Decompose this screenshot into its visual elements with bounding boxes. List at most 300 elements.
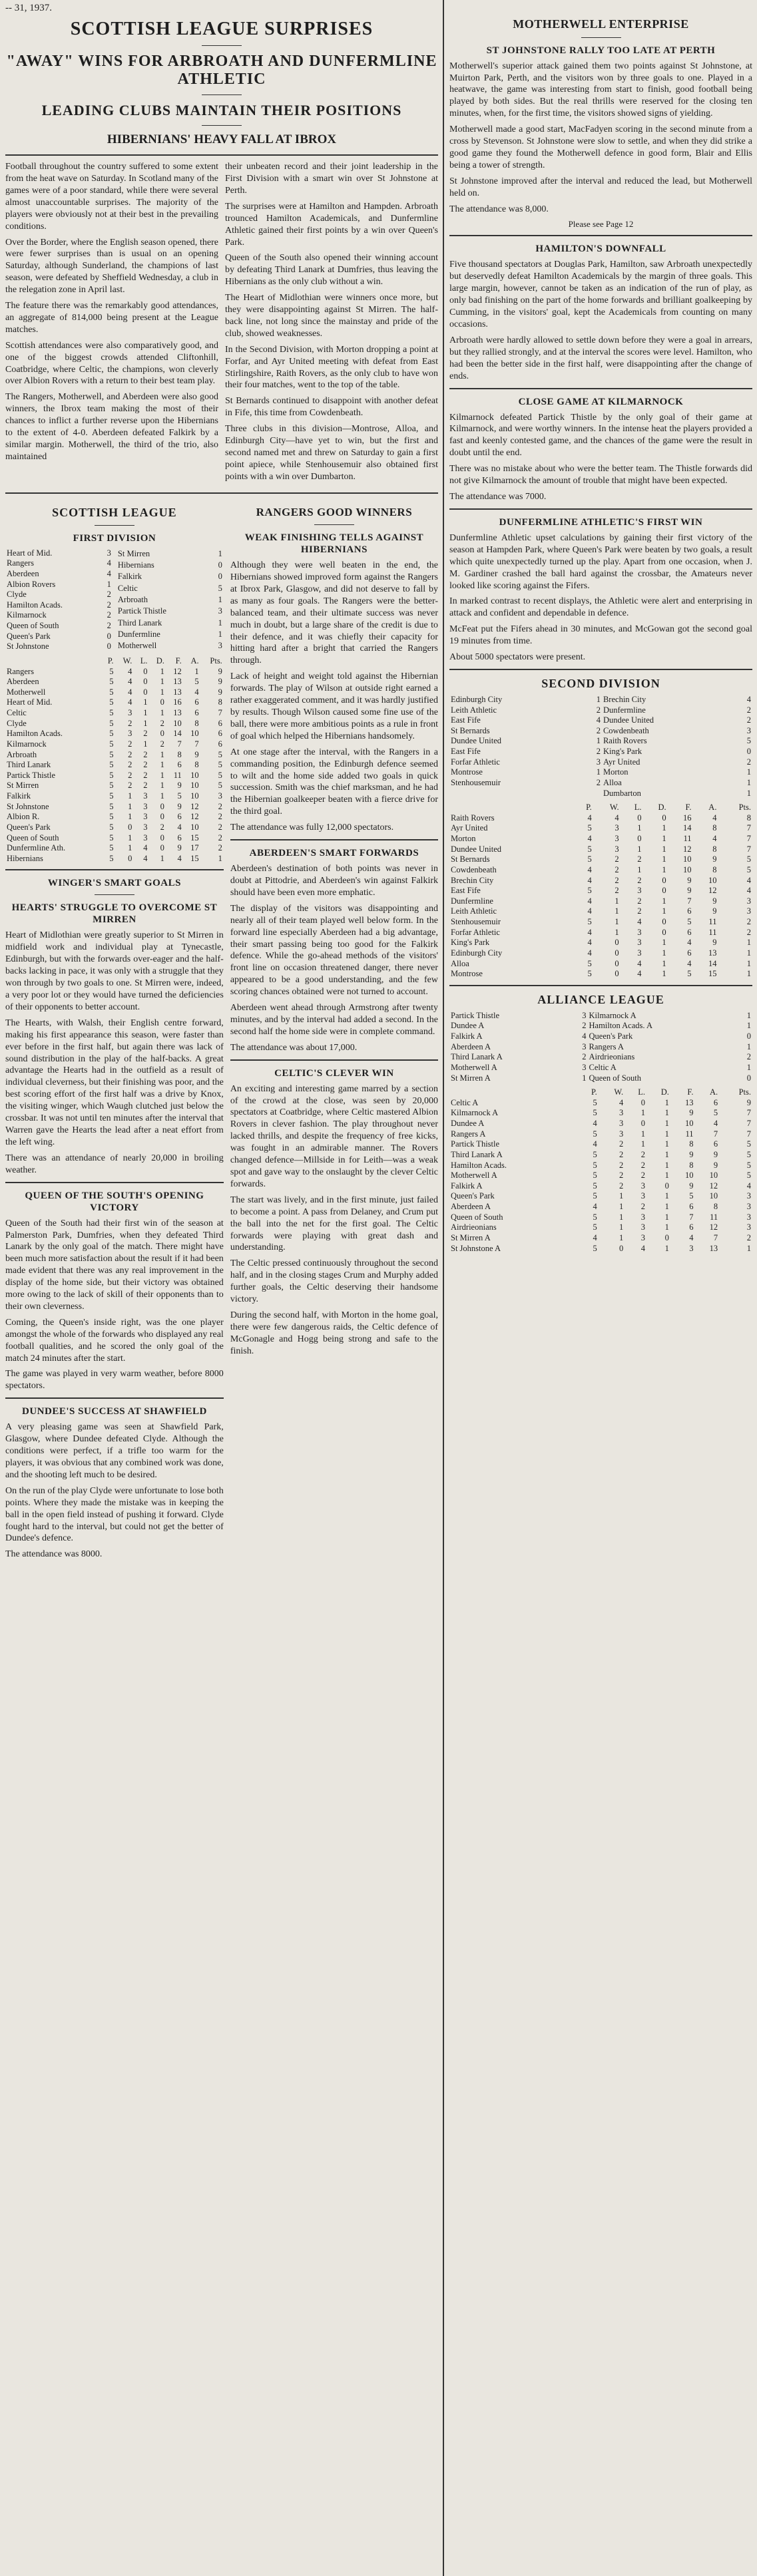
- table-cell: 3: [218, 606, 222, 616]
- table-cell: 0: [160, 812, 164, 822]
- table-cell: Leith Athletic: [451, 705, 497, 715]
- table-cell: 13: [173, 677, 182, 687]
- table-cell: 11: [683, 834, 692, 844]
- divider: [5, 492, 438, 494]
- table-cell: 2: [637, 906, 642, 916]
- table-cell: 7: [746, 1119, 751, 1129]
- table-cell: 9: [218, 687, 222, 697]
- table-cell: 1: [664, 1171, 669, 1181]
- table-cell: 3: [218, 791, 222, 801]
- table-header-row: [5, 656, 224, 667]
- table-row: [117, 583, 224, 594]
- table-cell: 3: [746, 906, 751, 916]
- table-cell: 16: [683, 813, 692, 823]
- table-cell: 3: [619, 1108, 624, 1118]
- table-cell: Dundee United: [603, 715, 654, 725]
- table-cell: 2: [746, 715, 751, 725]
- table-cell: Montrose: [451, 969, 483, 979]
- results-away: [117, 548, 224, 652]
- table-cell: Arbroath: [7, 749, 37, 759]
- table-cell: 0: [662, 927, 666, 937]
- divider: [5, 1182, 224, 1183]
- table-cell: 4: [107, 568, 111, 578]
- table-row: [449, 695, 752, 705]
- table-cell: 12: [709, 1181, 718, 1191]
- table-cell: 1: [746, 777, 751, 787]
- table-cell: 0: [664, 1181, 669, 1191]
- table-cell: Cowdenbeath: [603, 725, 649, 735]
- table-cell: 9: [712, 906, 717, 916]
- table-cell: 0: [160, 832, 164, 842]
- table-cell: 5: [109, 677, 114, 687]
- table-cell: Dundee A: [451, 1021, 485, 1031]
- table-cell: Alloa: [603, 777, 622, 787]
- table-cell: 1: [746, 938, 751, 948]
- table-cell: 6: [194, 697, 199, 707]
- table-cell: 1: [664, 1129, 669, 1139]
- table-cell: 1: [619, 1191, 624, 1201]
- table-cell: 2: [619, 1171, 624, 1181]
- table-cell: Aberdeen: [7, 677, 39, 687]
- table-cell: 3: [218, 641, 222, 651]
- table-cell: 2: [218, 812, 222, 822]
- table-cell: 0: [160, 729, 164, 739]
- table-row: [449, 789, 752, 799]
- table-cell: 4: [712, 813, 717, 823]
- table-row: [449, 969, 752, 980]
- paragraph: The start was lively, and in the first minute, just failed to become a point. A pass from Delaney, and Crum put the ball into the net for the first goal. The Celtic forwards were playing with great dash and understanding.: [230, 1195, 438, 1253]
- table-row: [117, 629, 224, 640]
- table-cell: 1: [218, 595, 222, 605]
- paragraph: The Heart of Midlothian were winners once more, but they were disappointing against St Mirren. The half-back line, not long since the mainstay and pride of the club, showed weaknesses.: [225, 293, 438, 339]
- divider: [202, 125, 242, 126]
- table-row: [5, 667, 224, 677]
- paragraph: Kilmarnock defeated Partick Thistle by the only goal of their game at Kilmarnock, and were worthy winners. In the intense heat the players provided a fast and keenly contested game, and the chances of the game were the result in doubt until the end.: [449, 412, 752, 459]
- table-cell: 1: [160, 687, 164, 697]
- table-cell: 0: [128, 853, 132, 863]
- table-cell: 0: [160, 697, 164, 707]
- table-cell: 1: [160, 708, 164, 718]
- table-cell: Queen of South: [7, 832, 59, 842]
- paragraph: During the second half, with Morton in the home goal, there were few dangerous raids, the Celtic defence of McGonagle and Hogg being strong and safe to the finish.: [230, 1310, 438, 1356]
- second-division-table: [449, 803, 752, 980]
- table-cell: D.: [156, 655, 164, 665]
- table-cell: 3: [637, 927, 642, 937]
- table-cell: W.: [614, 1087, 624, 1097]
- table-cell: Third Lanark A: [451, 1052, 503, 1062]
- divider: [5, 869, 224, 870]
- table-cell: [585, 789, 602, 799]
- paragraph: The attendance was about 17,000.: [230, 1042, 358, 1053]
- table-cell: 7: [194, 739, 199, 749]
- table-cell: Dunfermline: [451, 896, 493, 906]
- table-cell: 4: [593, 1139, 597, 1149]
- paragraph: Motherwell made a good start, MacFadyen scoring in the second minute from a cross by Stevenson. St Johnstone were slow to settle, and when they did strike a good game they found the Motherwell defence in good form, Blair and Ellis being a tower of strength.: [449, 124, 752, 170]
- table-cell: 13: [709, 1243, 718, 1253]
- table-cell: Dumbarton: [603, 788, 641, 798]
- table-cell: Kilmarnock: [7, 610, 47, 620]
- table-cell: 2: [619, 1139, 624, 1149]
- table-cell: 3: [619, 1129, 624, 1139]
- wingers-heading: WINGER'S SMART GOALS: [47, 878, 181, 889]
- paragraph: Although they were well beaten in the end, the Hibernians showed improved form against the Rangers at Ibrox Park, Glasgow, and did not deserve to fall by as many as four goals. The Rangers were the better-balanced team, and their ultimate success was never much in doubt, but a large share of the credit is due to their defence, and it was chiefly their capacity for hitting hard after a bright that carried the Rangers through.: [230, 560, 438, 666]
- table-cell: 0: [664, 1232, 669, 1242]
- table-cell: King's Park: [451, 938, 490, 948]
- table-cell: Clyde: [7, 590, 27, 600]
- table-cell: 5: [593, 1160, 597, 1170]
- table-cell: Partick Thistle: [117, 606, 166, 616]
- hearts-heading: HEARTS' STRUGGLE TO OVERCOME ST MIRREN: [11, 902, 218, 926]
- table-row: [5, 781, 224, 791]
- table-cell: 1: [194, 666, 199, 676]
- table-row: [449, 1150, 752, 1161]
- dunfermline-heading: DUNFERMLINE ATHLETIC'S FIRST WIN: [499, 516, 703, 528]
- kilmarnock-heading: CLOSE GAME AT KILMARNOCK: [518, 396, 684, 407]
- table-cell: 7: [713, 1232, 718, 1242]
- table-cell: 15: [708, 969, 717, 979]
- table-row: [5, 632, 113, 642]
- table-row: [449, 1119, 752, 1129]
- table-cell: 2: [107, 590, 111, 600]
- table-cell: 4: [128, 697, 132, 707]
- table-cell: 2: [596, 777, 601, 787]
- table-cell: 2: [640, 1202, 645, 1212]
- divider: [449, 235, 752, 236]
- divider: [230, 1059, 438, 1061]
- table-cell: 2: [218, 801, 222, 811]
- table-cell: 0: [107, 631, 111, 641]
- table-cell: 7: [746, 823, 751, 833]
- table-cell: 1: [662, 834, 666, 844]
- table-cell: 2: [640, 1149, 645, 1159]
- table-row: [449, 834, 752, 844]
- table-cell: 5: [687, 917, 692, 927]
- table-cell: 10: [685, 1171, 694, 1181]
- table-cell: 9: [177, 781, 182, 791]
- paragraph: There was no mistake about who were the better team. The Thistle forwards did not give Kilmarnock the amount of trouble that might have been expected.: [449, 464, 752, 486]
- headline-positions: LEADING CLUBS MAINTAIN THEIR POSITIONS: [41, 101, 402, 118]
- table-cell: Pts.: [210, 655, 222, 665]
- table-row: [5, 843, 224, 854]
- table-cell: Arbroath: [117, 595, 148, 605]
- table-cell: 0: [615, 938, 619, 948]
- table-cell: 4: [128, 687, 132, 697]
- table-cell: 2: [143, 749, 148, 759]
- table-cell: 1: [640, 1139, 645, 1149]
- table-row: [5, 708, 224, 719]
- table-cell: Rangers A: [451, 1129, 486, 1139]
- table-row: [449, 1011, 752, 1021]
- table-cell: 1: [143, 739, 148, 749]
- table-cell: 8: [712, 864, 717, 874]
- paragraph: The display of the visitors was disappointing and nearly all of their team played well below form. In the forward line especially Aberdeen had a big advantage, their smart passing being too good for the Falkirk defence. While the go-ahead methods of the visitors' front line on occasion threatened danger, there never appeared to be a good understanding, and the few scoring chances obtained were not turned to account.: [230, 903, 438, 998]
- table-cell: 4: [177, 853, 182, 863]
- divider: [449, 388, 752, 389]
- table-cell: Brechin City: [603, 694, 646, 704]
- table-row: [449, 959, 752, 970]
- table-cell: 1: [664, 1097, 669, 1107]
- table-cell: 1: [664, 1119, 669, 1129]
- table-cell: 9: [712, 938, 717, 948]
- table-cell: 1: [662, 864, 666, 874]
- table-cell: 1: [160, 853, 164, 863]
- table-cell: 6: [687, 927, 692, 937]
- table-cell: 0: [662, 875, 666, 885]
- table-cell: 4: [619, 1097, 624, 1107]
- table-cell: 1: [637, 864, 642, 874]
- paragraph: The attendance was 7000.: [449, 491, 547, 502]
- table-cell: 2: [746, 1052, 751, 1062]
- table-cell: 1: [160, 677, 164, 687]
- table-cell: 2: [128, 718, 132, 728]
- table-cell: 3: [615, 834, 619, 844]
- table-cell: 2: [582, 1052, 587, 1062]
- table-cell: Leith Athletic: [451, 906, 497, 916]
- headline-sub: "AWAY" WINS FOR ARBROATH AND DUNFERMLINE ATHLETIC: [6, 52, 437, 89]
- table-cell: 8: [712, 844, 717, 854]
- table-cell: 1: [143, 697, 148, 707]
- paragraph: The Hearts, with Walsh, their English centre forward, making his first appearance this season, were faster than ever before in the first half, but again there was lack of sound distribution in the play of the half-backs. A great advantage the Hearts had in the outfield as a result of individual cleverness, but their finishing was poor, and the best scoring effort of the first half was a drive by Knox, the visiting winger, which Waugh clutched just below the crossbar. It was not until ten minutes after the interval that Warren gave the Hearts the lead after a neat effort from the left wing.: [5, 1017, 224, 1147]
- table-row: [5, 642, 113, 652]
- paragraph: St Bernards continued to disappoint with another defeat in Fife, this time from Cowdenbeath.: [225, 396, 438, 419]
- table-cell: Alloa: [451, 958, 469, 968]
- table-cell: 5: [587, 917, 592, 927]
- table-cell: 0: [107, 642, 111, 651]
- table-row: [449, 1042, 752, 1053]
- table-row: [117, 548, 224, 560]
- table-row: [5, 719, 224, 729]
- paragraph: The surprises were at Hamilton and Hampden. Arbroath trounced Hamilton Academicals, and Dunfermline Athletic gained their first points by a win over Queen's Park.: [225, 201, 438, 248]
- table-cell: Celtic: [117, 583, 138, 593]
- table-cell: 1: [615, 906, 619, 916]
- table-cell: F.: [687, 1087, 694, 1097]
- table-cell: 4: [593, 1232, 597, 1242]
- table-cell: Dunfermline Ath.: [7, 843, 66, 853]
- table-cell: 2: [746, 705, 751, 715]
- table-cell: 5: [713, 1108, 718, 1118]
- table-cell: 3: [746, 1202, 751, 1212]
- table-cell: Forfar Athletic: [451, 757, 500, 767]
- paragraph: Three clubs in this division—Montrose, Alloa, and Edinburgh City—have yet to win, but the first and second named met and threw on Saturday to gain a first point apiece, while Stenhousemuir also obtained first points with a win over Dumbarton.: [225, 424, 438, 482]
- table-cell: 8: [713, 1202, 718, 1212]
- table-cell: Dundee A: [451, 1119, 485, 1129]
- table-cell: 1: [160, 791, 164, 801]
- table-cell: Heart of Mid.: [7, 697, 53, 707]
- table-row: [449, 876, 752, 886]
- table-cell: 6: [218, 729, 222, 739]
- table-cell: 2: [218, 832, 222, 842]
- table-cell: 1: [664, 1222, 669, 1232]
- table-cell: 4: [587, 864, 592, 874]
- table-cell: Rangers: [7, 666, 34, 676]
- table-cell: 8: [194, 760, 199, 770]
- table-cell: 1: [218, 618, 222, 628]
- divider: [581, 37, 621, 38]
- table-cell: 4: [713, 1119, 718, 1129]
- table-cell: 1: [662, 958, 666, 968]
- table-cell: 1: [128, 801, 132, 811]
- paragraph: At one stage after the interval, with the Rangers in a commanding position, the Edinburgh defence seemed to wilt and the home side added two goals in quick succession. Smith was the chief marksman, and he had the Hibernian goalkeeper beaten with a fierce drive for the third goal.: [230, 747, 438, 817]
- table-cell: 2: [128, 781, 132, 791]
- table-row: [449, 1073, 752, 1084]
- table-row: [449, 726, 752, 737]
- table-cell: 1: [662, 938, 666, 948]
- table-cell: 16: [173, 697, 182, 707]
- table-cell: King's Park: [603, 747, 642, 757]
- table-cell: 2: [615, 854, 619, 864]
- headline-hibernians: HIBERNIANS' HEAVY FALL AT IBROX: [107, 132, 337, 147]
- table-cell: Kilmarnock A: [451, 1108, 499, 1118]
- table-cell: 2: [107, 610, 111, 620]
- divider: [314, 524, 354, 525]
- table-cell: 17: [190, 843, 199, 853]
- table-cell: Hamilton Acads.: [451, 1160, 507, 1170]
- table-cell: 2: [107, 621, 111, 631]
- table-row: [449, 736, 752, 747]
- column-rule: [443, 0, 444, 2576]
- table-cell: 5: [109, 749, 114, 759]
- table-cell: 2: [128, 739, 132, 749]
- table-cell: Rangers: [7, 558, 34, 568]
- table-row: [5, 558, 113, 569]
- table-cell: 10: [190, 729, 199, 739]
- dundee-heading: DUNDEE'S SUCCESS AT SHAWFIELD: [22, 1406, 207, 1417]
- table-cell: Ayr United: [451, 823, 488, 833]
- table-cell: [449, 1087, 580, 1098]
- table-cell: 9: [687, 875, 692, 885]
- table-cell: 2: [596, 747, 601, 757]
- table-cell: 3: [596, 757, 601, 767]
- motherwell-subheading: ST JOHNSTONE RALLY TOO LATE AT PERTH: [486, 45, 716, 56]
- table-cell: 14: [683, 823, 692, 833]
- table-cell: 1: [160, 666, 164, 676]
- table-cell: 5: [746, 1171, 751, 1181]
- table-cell: Motherwell: [117, 641, 157, 651]
- table-row: [449, 886, 752, 896]
- table-cell: 7: [746, 834, 751, 844]
- table-cell: 2: [160, 822, 164, 832]
- table-row: [117, 606, 224, 618]
- table-row: [5, 750, 224, 761]
- table-cell: 3: [640, 1181, 645, 1191]
- table-cell: L.: [634, 803, 642, 813]
- table-cell: 2: [128, 760, 132, 770]
- table-cell: Partick Thistle: [451, 1139, 500, 1149]
- table-cell: 5: [587, 958, 592, 968]
- table-cell: 5: [593, 1243, 597, 1253]
- table-cell: 7: [746, 1108, 751, 1118]
- table-cell: Motherwell A: [451, 1171, 497, 1181]
- paragraph: The attendance was 8000.: [5, 1549, 103, 1560]
- table-cell: 4: [637, 969, 642, 979]
- table-cell: Partick Thistle: [7, 770, 56, 780]
- table-cell: 1: [746, 1010, 751, 1020]
- hamilton-heading: HAMILTON'S DOWNFALL: [535, 244, 666, 255]
- table-cell: 5: [109, 791, 114, 801]
- table-cell: 5: [593, 1181, 597, 1191]
- divider: [230, 839, 438, 840]
- table-cell: 3: [615, 823, 619, 833]
- table-cell: Airdrieonians: [589, 1052, 635, 1062]
- table-cell: 8: [746, 813, 751, 823]
- table-cell: [449, 789, 585, 799]
- table-cell: 12: [709, 1222, 718, 1232]
- table-cell: F.: [175, 655, 182, 665]
- table-cell: 5: [109, 739, 114, 749]
- table-cell: 2: [619, 1160, 624, 1170]
- paragraph: The game was played in very warm weather, before 8000 spectators.: [5, 1369, 224, 1391]
- table-cell: 1: [664, 1191, 669, 1201]
- table-row: [449, 1222, 752, 1233]
- table-cell: L.: [140, 655, 148, 665]
- table-cell: W.: [609, 803, 619, 813]
- table-cell: 3: [128, 708, 132, 718]
- table-cell: 1: [160, 760, 164, 770]
- table-cell: 1: [746, 1243, 751, 1253]
- table-cell: 4: [640, 1243, 645, 1253]
- divider: [202, 94, 242, 95]
- table-cell: 1: [746, 767, 751, 777]
- table-cell: 1: [160, 749, 164, 759]
- table-cell: 9: [712, 854, 717, 864]
- table-cell: 2: [640, 1160, 645, 1170]
- table-cell: 8: [689, 1160, 694, 1170]
- table-cell: 1: [664, 1149, 669, 1159]
- table-cell: Kilmarnock: [7, 739, 47, 749]
- table-cell: 0: [662, 886, 666, 896]
- table-cell: Edinburgh City: [451, 694, 503, 704]
- motherwell-heading: MOTHERWELL ENTERPRISE: [513, 17, 689, 31]
- table-cell: F.: [685, 803, 692, 813]
- table-cell: 3: [615, 844, 619, 854]
- table-cell: 5: [218, 760, 222, 770]
- table-row: [5, 677, 224, 687]
- table-cell: 4: [593, 1202, 597, 1212]
- table-cell: 2: [619, 1149, 624, 1159]
- table-cell: 11: [708, 917, 717, 927]
- table-cell: 2: [746, 927, 751, 937]
- table-cell: 3: [637, 938, 642, 948]
- table-cell: Dundee United: [451, 736, 502, 746]
- table-cell: 3: [746, 1212, 751, 1222]
- table-cell: Aberdeen A: [451, 1202, 491, 1212]
- table-cell: 10: [190, 822, 199, 832]
- table-cell: Falkirk: [117, 572, 142, 582]
- table-cell: 10: [683, 854, 692, 864]
- table-cell: 4: [194, 687, 199, 697]
- table-row: [449, 767, 752, 778]
- table-cell: Celtic: [7, 708, 27, 718]
- paragraph: Coming, the Queen's inside right, was the one player amongst the whole of the forwards who displayed any real football qualities, and he scored the only goal of the match 24 minutes after the start.: [5, 1317, 224, 1364]
- table-cell: 2: [128, 770, 132, 780]
- table-cell: 6: [218, 718, 222, 728]
- table-cell: 7: [746, 844, 751, 854]
- table-row: [449, 865, 752, 876]
- table-cell: 5: [587, 886, 592, 896]
- paragraph: A very pleasing game was seen at Shawfield Park, Glasgow, where Dundee defeated Clyde. Although the conditions were perfect, if a trifle too warm for the players, it was obvious that any combined work was done, and the shooting left much to be desired.: [5, 1422, 224, 1480]
- table-row: [449, 705, 752, 716]
- aberdeen-heading: ABERDEEN'S SMART FORWARDS: [249, 848, 419, 859]
- paragraph: The Rangers, Motherwell, and Aberdeen were also good winners, the Ibrox team making the most of their chances to inflict a further reverse upon the Hibernians to the extent of 4-0. Aberdeen defeated Falkirk by a similar margin. Motherwell, the third of the trio, also maintained: [5, 392, 218, 462]
- table-cell: East Fife: [451, 747, 481, 757]
- table-cell: 0: [637, 834, 642, 844]
- table-cell: St Mirren: [7, 781, 39, 791]
- table-cell: Albion Rovers: [7, 579, 56, 589]
- table-cell: 9: [218, 677, 222, 687]
- table-cell: 9: [712, 896, 717, 906]
- table-cell: Heart of Mid.: [7, 548, 53, 558]
- table-cell: 10: [683, 864, 692, 874]
